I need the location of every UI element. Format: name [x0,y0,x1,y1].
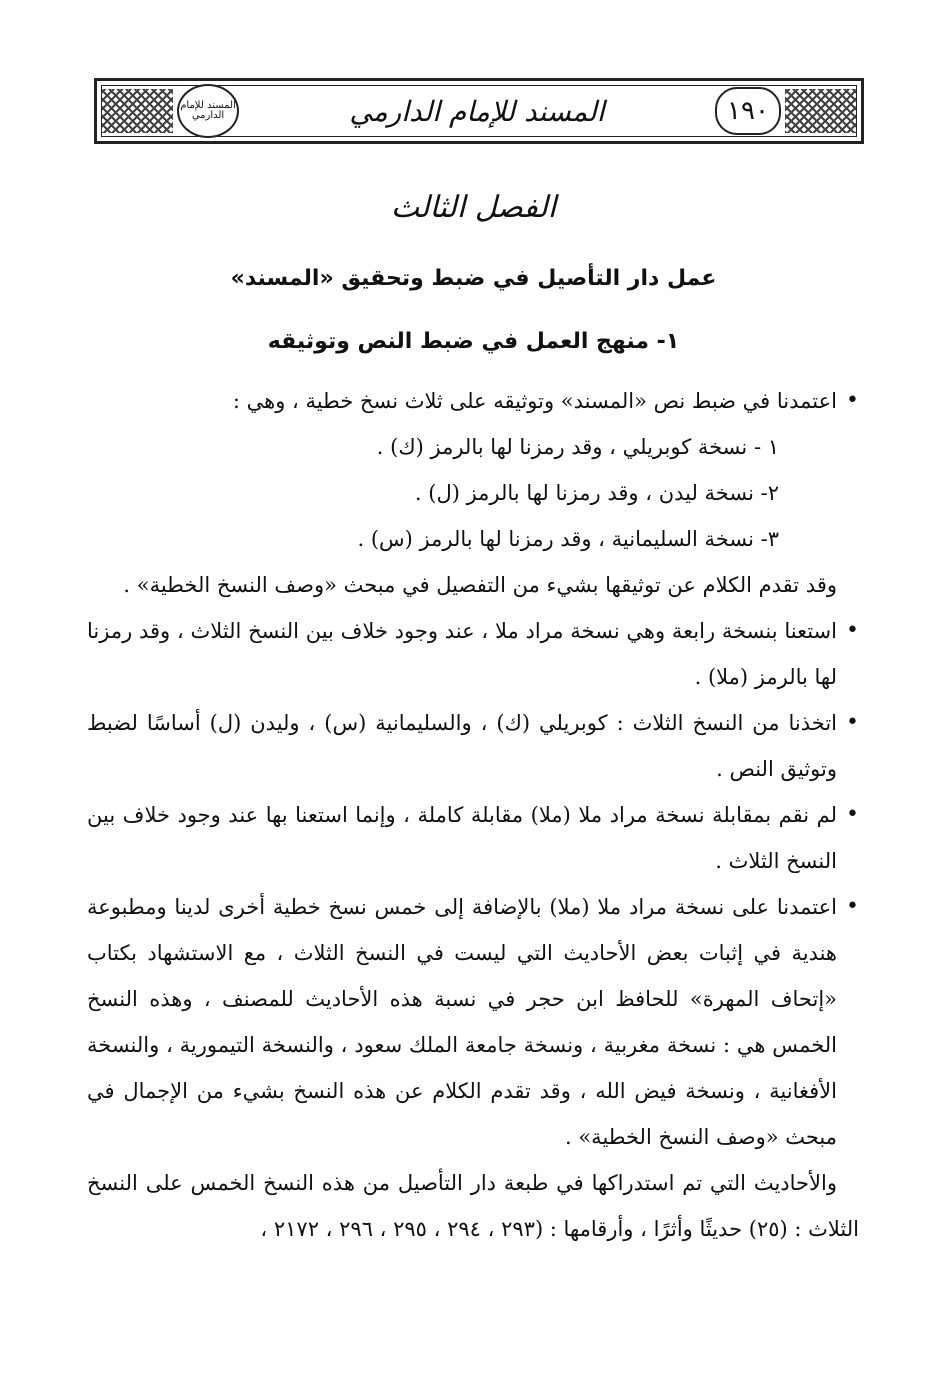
paragraph: وقد تقدم الكلام عن توثيقها بشيء من التفصيل في مبحث «وصف النسخ الخطية» . [123,573,837,597]
bullet-icon: • [846,618,859,643]
bullet-icon: • [846,894,859,919]
chapter-title: الفصل الثالث [390,190,557,225]
bullet-icon: • [846,710,859,735]
paragraph-text: اعتمدنا في ضبط نص «المسند» وتوثيقه على ثلاث نسخ خطية ، وهي : [232,389,837,413]
header-right-group [715,87,861,135]
subsection-title: ١- منهج العمل في ضبط النص وتوثيقه [267,329,680,354]
paragraph: والأحاديث التي تم استدراكها في طبعة دار التأصيل من هذه النسخ الخمس على النسخ الثلاث : (٢٥) حديثًا وأثرًا ، وأرقامها : (٢٩٣ ، ٢٩٤ ، ٢٩٥ ، ٢٩٦ ، ٢١٧٢ ، [87,1171,859,1241]
section-title: عمل دار التأصيل في ضبط وتحقيق «المسند» [230,266,717,291]
paragraph-text: لم نقم بمقابلة نسخة مراد ملا (ملا) مقابلة كاملة ، وإنما استعنا بها عند وجود خلاف بين النسخ الثلاث . [87,803,837,873]
ornament-band-icon [101,89,173,133]
ornament-band-icon [785,89,857,133]
running-header [94,78,864,144]
bullet-icon: • [846,802,859,827]
paragraph-text: اعتمدنا على نسخة مراد ملا (ملا) بالإضافة إلى خمس نسخ خطية أخرى لدينا ومطبوعة هندية في إثبات بعض الأحاديث التي ليست في النسخ الثلاث ، مع الاستشهاد بكتاب «إتحاف المهرة» للحافظ ابن حجر في نسبة هذه الأحاديث للمصنف ، وهذه النسخ الخمس هي : نسخة مغربية ، ونسخة جامعة الملك سعود ، والنسخة التيمورية ، والنسخة الأفغانية ، ونسخة فيض الله ، وقد تقدم الكلام عن هذه النسخ بشيء من الإجمال في مبحث «وصف النسخ الخطية» . [87,895,837,1149]
bullet-paragraph [87,608,859,700]
bullet-paragraph [87,884,859,1160]
header-left-group [97,84,239,138]
list-item: ٢- نسخة ليدن ، وقد رمزنا لها بالرمز (ل) . [414,481,779,505]
bullet-paragraph [87,792,859,884]
list-item: ٣- نسخة السليمانية ، وقد رمزنا لها بالرمز (س) . [357,527,779,551]
bullet-paragraph [87,378,859,424]
bullet-icon: • [846,388,859,413]
bullet-paragraph [87,700,859,792]
paragraph-text: استعنا بنسخة رابعة وهي نسخة مراد ملا ، عند وجود خلاف بين النسخ الثلاث ، وقد رمزنا لها بالرمز (ملا) . [87,619,837,689]
list-item: ١ - نسخة كوبريلي ، وقد رمزنا لها بالرمز (ك) . [376,435,779,459]
running-title: المسند للإمام الدارمي [349,94,605,128]
book-seal-logo: المسند للإمام الدارمي [177,84,239,138]
page-body [87,378,859,1252]
page-number: ١٩٠ [715,87,781,135]
paragraph-text: اتخذنا من النسخ الثلاث : كوبريلي (ك) ، والسليمانية (س) ، وليدن (ل) أساسًا لضبط وتوثيق النص . [87,711,837,781]
